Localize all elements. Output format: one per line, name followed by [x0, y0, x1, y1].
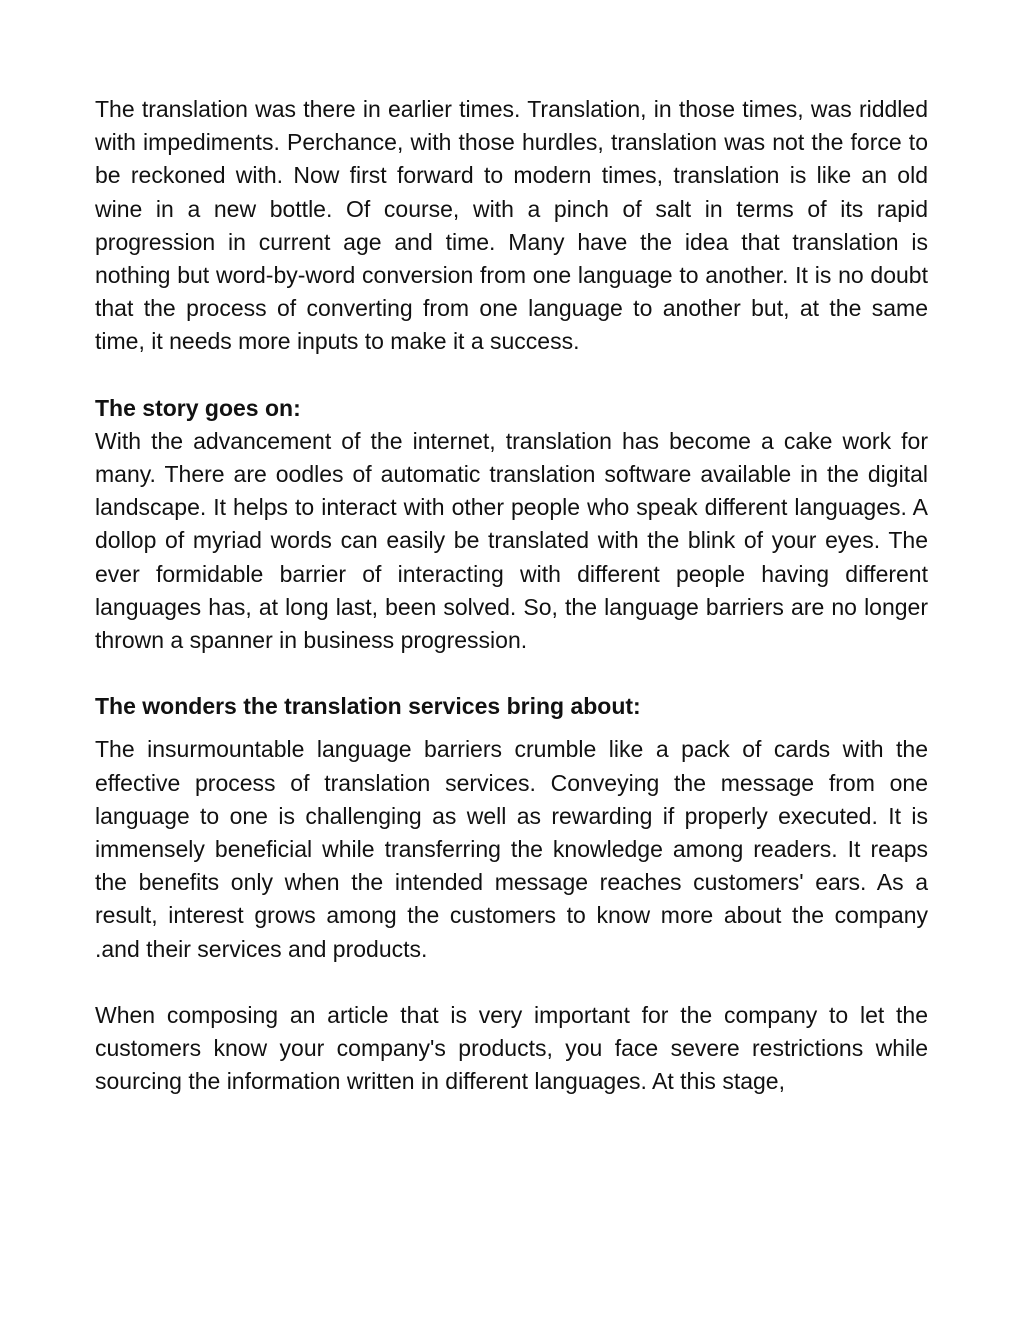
paragraph-intro: The translation was there in earlier times. Translation, in those times, was riddled with impediments. Perchance, with those hurdles, translation was not the force to be reckoned with. Now first forward to modern times, translation is like an old wine in a new bottle. Of course, with a pinch of salt in terms of its rapid progression in current age and time. Many have the idea that translation is nothing but word-by-word conversion from one language to another. It is no doubt that the process of converting from one language to another but, at the same time, it needs more inputs to make it a success.: [95, 96, 928, 355]
paragraph-story: With the advancement of the internet, translation has become a cake work for many. There are oodles of automatic translation software available in the digital landscape. It helps to interact with other people who speak different languages. A dollop of myriad words can easily be translated with the blink of your eyes. The ever formidable barrier of interacting with different people having different languages has, at long last, been solved. So, the language barriers are no longer thrown a spanner in business progression.: [95, 427, 928, 654]
section-heading-wonders: The wonders the translation services bring about:: [95, 693, 641, 720]
paragraph-composing: When composing an article that is very important for the company to let the customers know your company's products, you face severe restrictions while sourcing the information written in different languages. At this stage,: [95, 1001, 928, 1095]
section-heading-story: The story goes on:: [95, 394, 301, 421]
paragraph-wonders: The insurmountable language barriers crumble like a pack of cards with the effective process of translation services. Conveying the message from one language to one is challenging as well as rewarding if properly executed. It is immensely beneficial while transferring the knowledge among readers. It reaps the benefits only when the intended message reaches customers' ears. As a result, interest grows among the customers to know more about the company .and their services and products.: [95, 736, 928, 962]
document-page: [95, 93, 928, 1098]
